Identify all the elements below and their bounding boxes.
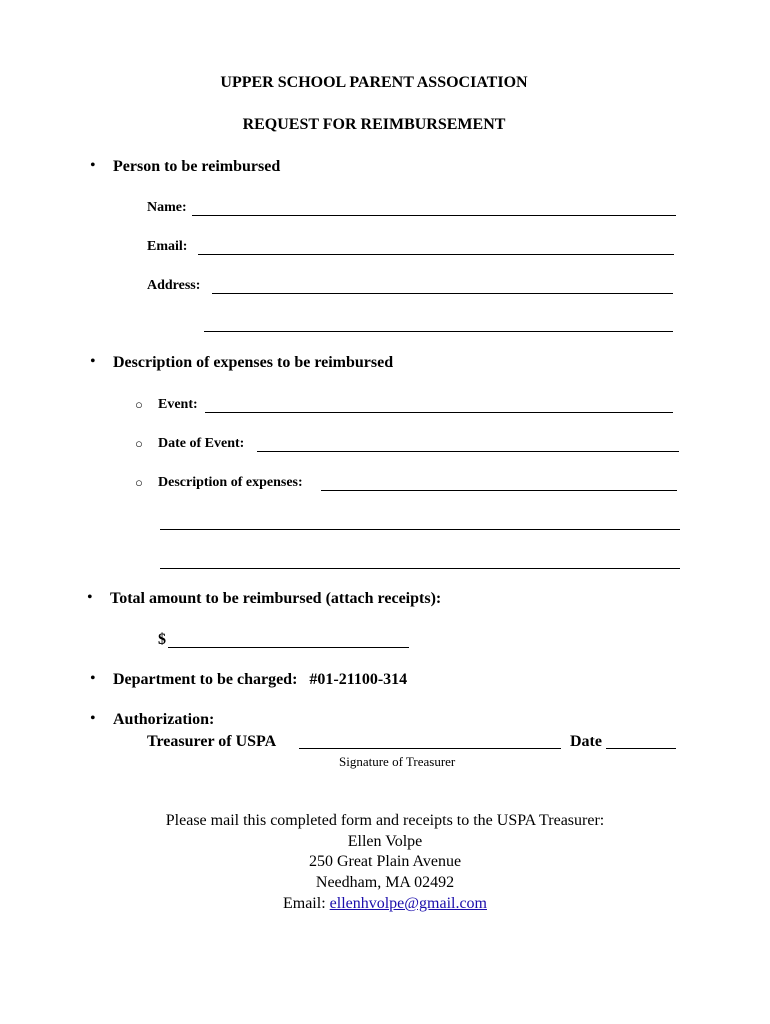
bullet-icon: • bbox=[90, 157, 96, 174]
event-field[interactable] bbox=[205, 412, 673, 413]
date-label: Date bbox=[570, 733, 602, 750]
circle-bullet-icon: ○ bbox=[135, 436, 143, 451]
event-label: Event: bbox=[158, 397, 198, 412]
treasurer-city: Needham, MA 02492 bbox=[315, 874, 455, 891]
person-heading: Person to be reimbursed bbox=[113, 158, 281, 175]
total-amount-field[interactable] bbox=[168, 647, 409, 648]
total-heading: Total amount to be reimbursed (attach receipts): bbox=[110, 590, 442, 607]
description-field-line1[interactable] bbox=[321, 490, 677, 491]
expenses-heading: Description of expenses to be reimbursed bbox=[113, 354, 394, 371]
description-field-line3[interactable] bbox=[160, 568, 680, 569]
signature-caption: Signature of Treasurer bbox=[339, 754, 456, 769]
address-field-line1[interactable] bbox=[212, 293, 673, 294]
authorization-heading: Authorization: bbox=[113, 711, 215, 728]
treasurer-street: 250 Great Plain Avenue bbox=[308, 853, 462, 870]
treasurer-label: Treasurer of USPA bbox=[147, 733, 277, 750]
name-field[interactable] bbox=[192, 215, 676, 216]
bullet-icon: • bbox=[90, 710, 96, 727]
currency-symbol: $ bbox=[158, 631, 166, 648]
circle-bullet-icon: ○ bbox=[135, 475, 143, 490]
description-label: Description of expenses: bbox=[158, 475, 303, 490]
email-prefix: Email: bbox=[282, 895, 330, 912]
name-label: Name: bbox=[147, 200, 187, 215]
address-label: Address: bbox=[147, 278, 201, 293]
treasurer-name: Ellen Volpe bbox=[347, 833, 423, 850]
authorization-date-field[interactable] bbox=[606, 748, 676, 749]
treasurer-email-link[interactable]: ellenhvolpe@gmail.com bbox=[329, 895, 487, 912]
treasurer-email-line bbox=[0, 895, 770, 913]
description-field-line2[interactable] bbox=[160, 529, 680, 530]
circle-bullet-icon: ○ bbox=[135, 397, 143, 412]
date-of-event-label: Date of Event: bbox=[158, 436, 245, 451]
department-text: Department to be charged: #01-21100-314 bbox=[113, 671, 408, 688]
org-title: UPPER SCHOOL PARENT ASSOCIATION bbox=[220, 74, 528, 91]
email-label: Email: bbox=[147, 239, 188, 254]
date-of-event-field[interactable] bbox=[257, 451, 679, 452]
email-field[interactable] bbox=[198, 254, 674, 255]
form-title: REQUEST FOR REIMBURSEMENT bbox=[242, 116, 506, 133]
bullet-icon: • bbox=[90, 353, 96, 370]
bullet-icon: • bbox=[90, 670, 96, 687]
bullet-icon: • bbox=[87, 589, 93, 606]
address-field-line2[interactable] bbox=[204, 331, 673, 332]
treasurer-signature-field[interactable] bbox=[299, 748, 561, 749]
mail-instruction: Please mail this completed form and receipts to the USPA Treasurer: bbox=[165, 812, 605, 829]
